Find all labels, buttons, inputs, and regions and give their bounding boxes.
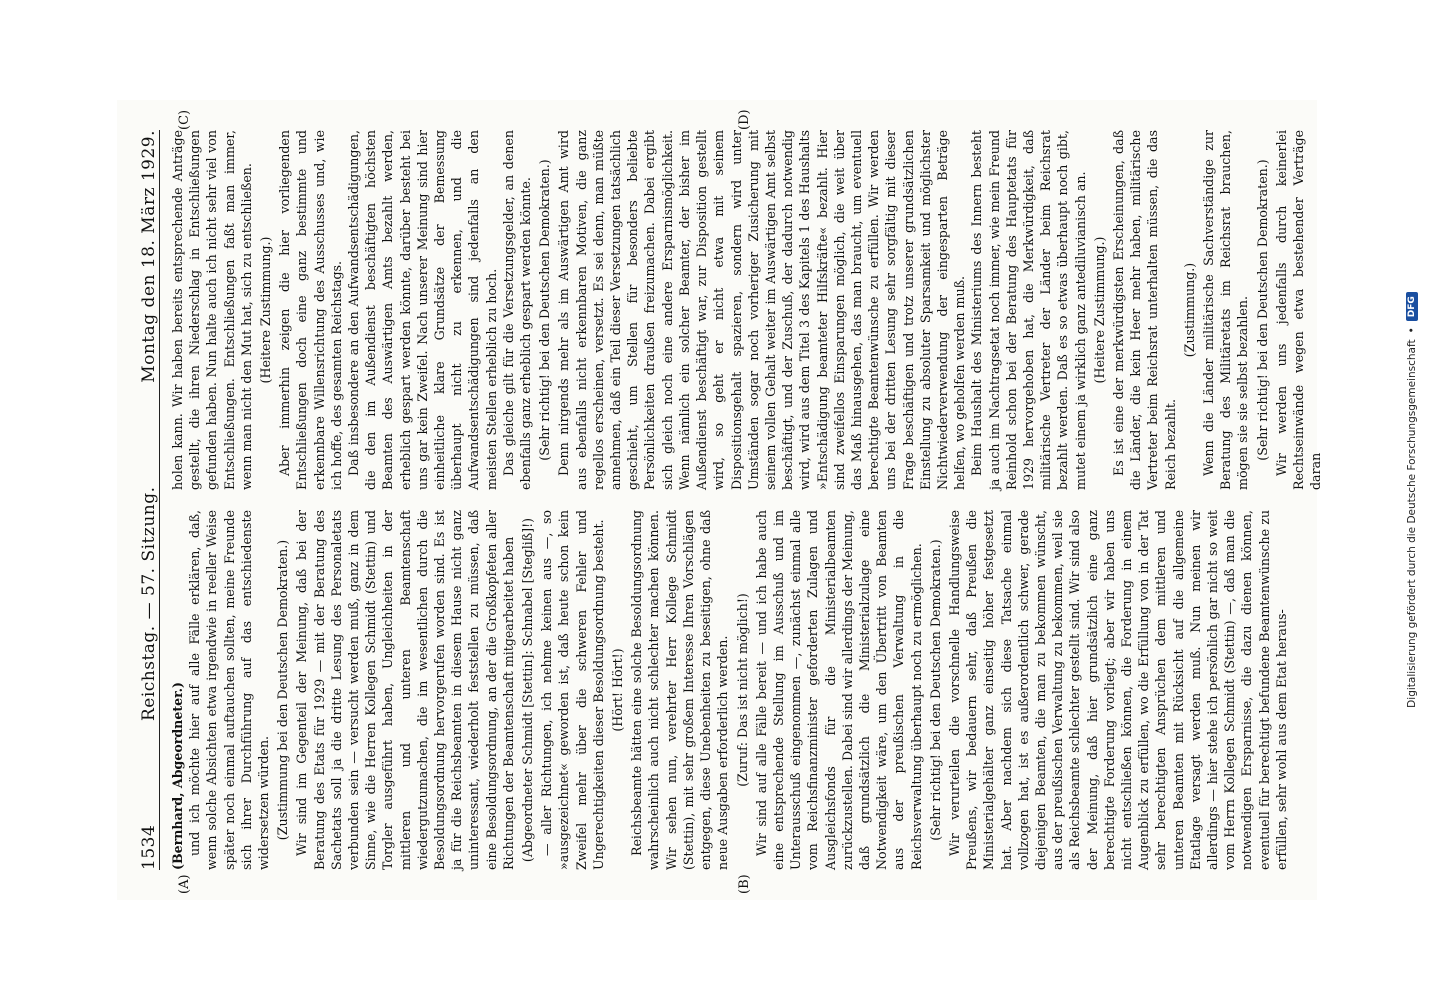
interjection: (Sehr richtig! bei den Deutschen Demokraten.) [927, 539, 943, 841]
page-number: 1534 [139, 824, 159, 870]
interjection: (Zustimmung bei den Deutschen Demokraten.) [275, 539, 291, 841]
session-date: Montag den 18. März 1929. [139, 130, 159, 383]
paragraph: Das gleiche gilt für die Versetzungsgelder, an denen ebenfalls ganz erheblich gespart werden könnte. [500, 130, 534, 490]
margin-marker-d: (D) [737, 109, 752, 130]
paragraph: Daß insbesondere an den Aufwandsentschädigungen, die den im Außendienst beschäftigten höchsten Beamten des Auswärtigen Amts bezahlt werden, erheblich gespart werden könnte, darüber besteht bei uns gar kein Zweifel. Nach unserer Meinung sind hier einheitliche klare Grundsätze der Bemessung überhaupt nicht zu erkennen, und die Aufwandsentschädigungen sind jedenfalls an den meisten Stellen erheblich zu hoch. [346, 130, 499, 490]
speaker-name: (Bernhard, Abgeordneter.) [170, 682, 185, 870]
right-column [169, 130, 1324, 490]
margin-marker-c: (C) [177, 109, 192, 130]
paragraph: Denn nirgends mehr als im Auswärtigen Amt wird aus ebenfalls nicht erkennbaren Motiven, die ganz regellos erscheinen, versetzt. Es sei denn, man müßte annehmen, daß ein Teil dieser Versetzungen tatsächlich geschieht, um Stellen für besonders beliebte Persönlichkeiten draußen freizumachen. Dabei ergibt sich gleich noch eine andere Ersparnismöglichkeit. Wenn nämlich ein solcher Beamter, der bisher im Außendienst beschäftigt war, zur Disposition gestellt wird, so geht er nicht etwa mit seinem Dispositionsgehalt spazieren, sondern wird unter Umständen sogar noch vorheriger Zusicherung mit seinem vollen Gehalt weiter im Auswärtigen Amt selbst beschäftigt, und der Zuschuß, der dadurch notwendig wird, wird aus dem Titel 3 des Kapitels 1 des Haushalts »Entschädigung beamteter Hilfskräfte« bezahlt. Hier sind zweifellos Einsparungen möglich, die weit über das Maß hinausgehen, das man braucht, um eventuell berechtigte Beamtenwünsche zu erfüllen. Wir werden uns bei der dritten Lesung sehr sorgfältig mit dieser Frage beschäftigen und trotz unserer grundsätzlichen Einstellung zu absoluter Sparsamkeit und möglichster Nichtwiederverwendung der eingesparten Beträge helfen, wo geholfen werden muß. [556, 130, 968, 490]
paragraph: Reichsbeamte hätten eine solche Besoldungsordnung wahrscheinlich auch nicht schlechter machen können. Wir sehen nun, verehrter Herr Kollege Schmidt (Stettin), mit sehr großem Interesse Ihren Vorschlägen entgegen, diese Unebenheiten zu beseitigen, ohne daß neue Ausgaben erforderlich werden. [629, 510, 731, 870]
paragraph: Wir verurteilen die vorschnelle Handlungsweise Preußens, wir bedauern sehr, daß Preußen die Ministerialgehälter ganz einseitig höher festgesetzt hat. Aber nachdem sich diese Tatsache einmal vollzogen hat, ist es außerordentlich schwer, gerade diejenigen Beamten, die man zu bekommen wünscht, aus der preußischen Verwaltung zu bekommen, weil sie als Reichsbeamte schlechter gestellt sind. Wir sind also der Meinung, daß hier grundsätzlich eine ganz berechtigte Forderung vorliegt; aber wir haben uns nicht entschließen können, die Forderung in einem Augenblick zu erfüllen, wo die Erfüllung von in der Tat sehr berechtigten Ansprüchen dem mittleren und unteren Beamten mit Rücksicht auf die allgemeine Etatlage versagt werden muß. Nun meinen wir allerdings — hier stehe ich persönlich gar nicht so weit vom Herrn Kollegen Schmidt (Stettin) —, daß man die notwendigen Ersparnisse, die dazu dienen können, eventuell für berechtigt befundene Beamtenwünsche zu erfüllen, sehr wohl aus dem Etat heraus- [946, 510, 1289, 870]
interjection: (Abgeordneter Schmidt [Stettin]: Schnabel [Stegliß]!) [520, 517, 536, 863]
page-header [125, 130, 160, 870]
document-page [117, 100, 1324, 900]
interjection: (Heitere Zustimmung.) [1091, 236, 1107, 384]
dfg-logo: DFG [1406, 292, 1418, 321]
interjection: (Heitere Zustimmung.) [258, 236, 274, 384]
paragraph: Wir werden uns jedenfalls durch keinerlei Rechtseinwände wegen etwa bestehender Verträge daran [1273, 130, 1324, 490]
paragraph: Wir sind auf alle Fälle bereit — und ich habe auch eine entsprechende Stellung im Ausschuß und im Unterausschuß eingenommen —, zunächst einmal alle vom Reichsfinanzminister geforderten Zulagen und Ausgleichsfonds für die Ministerialbeamten zurückzustellen. Dabei sind wir allerdings der Meinung, daß grundsätzlich die Ministerialzulage eine Notwendigkeit wäre, um den Übertritt von Beamten aus der preußischen Verwaltung in die Reichsverwaltung überhaupt noch zu ermöglichen. [753, 510, 924, 870]
margin-marker-b: (B) [737, 874, 752, 894]
margin-marker-a: (A) [177, 874, 192, 894]
paragraph: — aller Richtungen, ich nehme keinen aus —, so »ausgezeichnet« geworden ist, daß heute schon kein Zweifel mehr über die schweren Fehler und Ungerechtigkeiten dieser Besoldungsordnung besteht. [539, 510, 606, 870]
paragraph: Aber immerhin zeigen die hier vorliegenden Entschließungen doch eine ganz bestimmte und erkennbare Willensrichtung des Ausschusses und, wie ich hoffe, des gesamten Reichstags. [277, 130, 344, 490]
paragraph: Wenn die Länder militärische Sachverständige zur Beratung des Militäretats im Reichsrat brauchen, mögen sie sie selbst bezahlen. [1200, 130, 1251, 490]
interjection: (Zustimmung.) [1181, 262, 1197, 358]
left-column [169, 510, 1299, 870]
paragraph: Beim Haushalt des Ministeriums des Innern besteht ja auch im Nachtragsetat noch immer, wie mein Freund Reinhold schon bei der Beratung des Hauptetats für 1929 hervorgehoben hat, die Merkwürdigkeit, daß militärische Vertreter der Länder beim Reichsrat bezahlt werden. Daß es so etwas überhaupt noch gibt, mutet einem ja wirklich ganz antediluvianisch an. [969, 130, 1088, 490]
interjection: (Sehr richtig! bei den Deutschen Demokraten.) [1254, 159, 1270, 461]
paragraph: Wir sind im Gegenteil der Meinung, daß bei der Beratung des Etats für 1929 — mit der Beratung des Sachetats soll ja die dritte Lesung des Personaletats verbunden sein — versucht werden muß, ganz in dem Sinne, wie die Herren Kollegen Schmidt (Stettin) und Torgler ausgeführt haben, Ungleichheiten in der mittleren und unteren Beamtenschaft wiedergutzumachen, die im wesentlichen durch die Besoldungsordnung hervorgerufen worden sind. Es ist ja für die Reichsbeamten in diesem Hause nicht ganz uninteressant, wiederholt feststellen zu müssen, daß eine Besoldungsordnung, an der die Großkopfeten aller Richtungen der Beamtenschaft mitgearbeitet haben [294, 510, 516, 870]
interjection: (Zuruf: Das ist nicht möglich!) [734, 593, 750, 787]
paragraph: Es ist eine der merkwürdigsten Erscheinungen, daß die Länder, die kein Heer mehr haben, militärische Vertreter beim Reichsrat unterhalten müssen, die das Reich bezahlt. [1110, 130, 1178, 490]
interjection: (Hört! Hört!) [610, 648, 626, 732]
funding-credit: Digitalisierung gefördert durch die Deutsche Forschungsgemeinschaft [1406, 339, 1418, 708]
funding-sidebar: Digitalisierung gefördert durch die Deutsche Forschungsgemeinschaft • DFG [1402, 50, 1422, 950]
paragraph: und ich möchte hier auf alle Fälle erklären, daß, wenn solche Absichten etwa irgendwie in reeller Weise später noch einmal auftauchen sollten, meine Freunde sich ihrer Durchführung auf das entschiedenste widersetzen würden. [187, 510, 272, 870]
paragraph: holen kann. Wir haben bereits entsprechende Anträge gestellt, die ihren Niederschlag in Entschließungen gefunden haben. Nun halte auch ich nicht sehr viel von Entschließungen. Entschließungen faßt man immer, wenn man nicht den Mut hat, sich zu entschließen. [170, 130, 254, 490]
session-title: Reichstag. — 57. Sitzung. [139, 486, 159, 722]
interjection: (Sehr richtig! bei den Deutschen Demokraten.) [537, 159, 553, 461]
